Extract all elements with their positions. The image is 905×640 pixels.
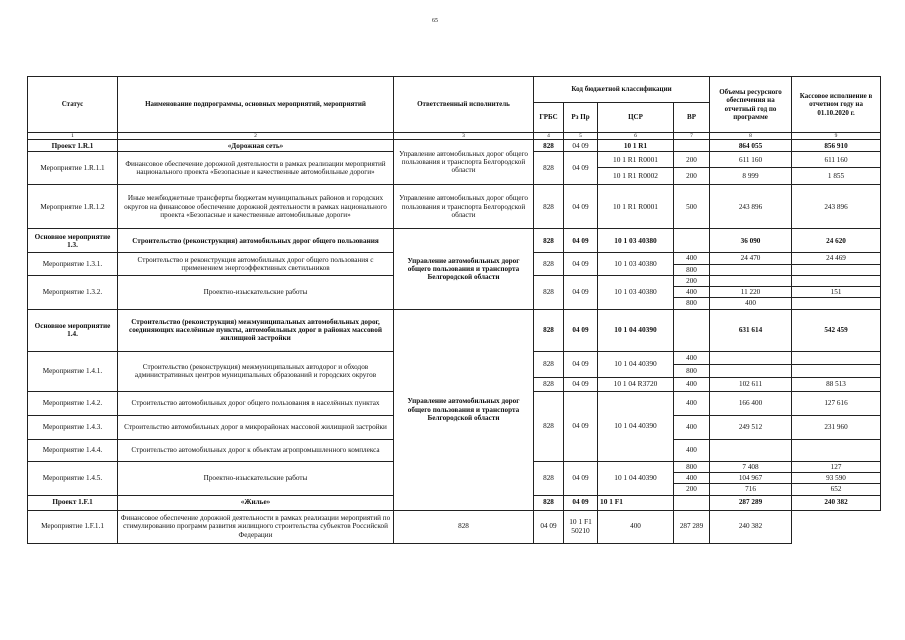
col-num: 4 — [534, 133, 564, 140]
col-num: 3 — [394, 133, 534, 140]
col-num: 2 — [118, 133, 394, 140]
row-volume — [710, 264, 792, 275]
row-csr: 10 1 03 40380 — [598, 229, 674, 253]
header-rzpr: Рз Пр — [564, 103, 598, 133]
col-num: 9 — [792, 133, 881, 140]
row-grbs: 828 — [534, 351, 564, 377]
row-cash: 240 382 — [792, 495, 881, 510]
row-volume: 631 614 — [710, 309, 792, 351]
row-vr — [674, 140, 710, 152]
row-vr: 800 — [674, 298, 710, 309]
row-cash: 24 620 — [792, 229, 881, 253]
row-vr: 500 — [674, 185, 710, 229]
page-number: 65 — [432, 18, 438, 24]
row-vr: 400 — [674, 377, 710, 391]
row-name: Проектно-изыскательские работы — [118, 275, 394, 309]
row-vr: 400 — [674, 415, 710, 439]
row-executor: Управление автомобильных дорог общего пользования и транспорта Белгородской области — [394, 185, 534, 229]
row-cash: 24 469 — [792, 253, 881, 264]
row-grbs: 828 — [534, 309, 564, 351]
col-num: 7 — [674, 133, 710, 140]
row-rzpr: 04 09 — [564, 309, 598, 351]
row-status: Мероприятие 1.F.1.1 — [28, 510, 118, 543]
row-cash — [792, 264, 881, 275]
row-rzpr: 04 09 — [564, 185, 598, 229]
row-volume: 400 — [710, 298, 792, 309]
col-num: 5 — [564, 133, 598, 140]
header-volume: Объемы ресурсного обеспечения на отчетный год по программе — [710, 77, 792, 133]
row-status: Основное мероприятие 1.4. — [28, 309, 118, 351]
budget-table — [27, 76, 881, 544]
row-vr: 400 — [674, 473, 710, 484]
row-status: Мероприятие 1.3.1. — [28, 253, 118, 276]
row-volume: 287 289 — [710, 495, 792, 510]
row-cash: 231 960 — [792, 415, 881, 439]
row-csr: 10 1 F1 50210 — [564, 510, 598, 543]
row-cash: 88 513 — [792, 377, 881, 391]
row-status: Мероприятие 1.4.2. — [28, 391, 118, 415]
header-vr: ВР — [674, 103, 710, 133]
table-row — [28, 229, 881, 253]
row-executor: Управление автомобильных дорог общего пользования и транспорта Белгородской области — [394, 140, 534, 185]
row-cash: 93 590 — [792, 473, 881, 484]
row-name: «Жилье» — [118, 495, 394, 510]
row-grbs: 828 — [534, 253, 564, 276]
row-status: Мероприятие 1.R.1.2 — [28, 185, 118, 229]
header-executor: Ответственный исполнитель — [394, 77, 534, 133]
row-rzpr: 04 09 — [564, 377, 598, 391]
row-name: Строительство автомобильных дорог общего пользования в населённых пунктах — [118, 391, 394, 415]
row-csr: 10 1 03 40380 — [598, 253, 674, 276]
header-name: Наименование подпрограммы, основных мероприятий, мероприятий — [118, 77, 394, 133]
header-csr: ЦСР — [598, 103, 674, 133]
row-rzpr: 04 09 — [564, 391, 598, 461]
row-status: Мероприятие 1.4.1. — [28, 351, 118, 391]
row-vr: 400 — [598, 510, 674, 543]
header-grbs: ГРБС — [534, 103, 564, 133]
row-cash — [792, 275, 881, 286]
col-num: 8 — [710, 133, 792, 140]
row-vr: 400 — [674, 439, 710, 461]
row-rzpr: 04 09 — [564, 495, 598, 510]
row-volume: 102 611 — [710, 377, 792, 391]
row-status: Проект 1.F.1 — [28, 495, 118, 510]
row-volume: 716 — [710, 484, 792, 495]
row-csr: 10 1 04 R3720 — [598, 377, 674, 391]
row-rzpr: 04 09 — [564, 461, 598, 495]
row-status: Мероприятие 1.R.1.1 — [28, 152, 118, 185]
row-vr: 400 — [674, 287, 710, 298]
row-grbs: 828 — [394, 510, 534, 543]
row-volume: 166 400 — [710, 391, 792, 415]
table-row — [28, 140, 881, 152]
row-volume — [710, 439, 792, 461]
row-cash — [792, 439, 881, 461]
row-rzpr: 04 09 — [564, 229, 598, 253]
row-csr: 10 1 04 40390 — [598, 309, 674, 351]
row-vr: 800 — [674, 461, 710, 472]
row-name: Строительство (реконструкция) межмуниципальных автомобильных дорог, соединяющих населённые пункты, автомобильных дорог в районах массовой жилищной застройки — [118, 309, 394, 351]
header-budget-code: Код бюджетной классификации — [534, 77, 710, 103]
row-vr: 400 — [674, 253, 710, 264]
row-rzpr: 04 09 — [564, 140, 598, 152]
row-grbs: 828 — [534, 377, 564, 391]
row-name: Строительство (реконструкция) межмуниципальных автодорог и обходов административных центров муниципальных образований и городских округов — [118, 351, 394, 391]
row-name: Строительство автомобильных дорог в микрорайонах массовой жилищной застройки — [118, 415, 394, 439]
header-status: Статус — [28, 77, 118, 133]
row-grbs: 828 — [534, 275, 564, 309]
row-csr: 10 1 04 40390 — [598, 391, 674, 461]
row-cash: 127 616 — [792, 391, 881, 415]
header-cash: Кассовое исполнение в отчетном году на 01.10.2020 г. — [792, 77, 881, 133]
row-vr: 800 — [674, 264, 710, 275]
row-cash — [792, 351, 881, 364]
row-rzpr: 04 09 — [534, 510, 564, 543]
row-cash: 652 — [792, 484, 881, 495]
row-grbs: 828 — [534, 152, 564, 185]
row-grbs: 828 — [534, 185, 564, 229]
row-status: Мероприятие 1.4.4. — [28, 439, 118, 461]
row-status: Мероприятие 1.4.5. — [28, 461, 118, 495]
row-volume: 7 408 — [710, 461, 792, 472]
row-name: «Дорожная сеть» — [118, 140, 394, 152]
row-vr: 200 — [674, 484, 710, 495]
row-name: Строительство (реконструкция) автомобильных дорог общего пользования — [118, 229, 394, 253]
row-cash: 1 855 — [792, 168, 881, 185]
row-executor: Управление автомобильных дорог общего пользования и транспорта Белгородской области — [394, 309, 534, 510]
row-name: Строительство автомобильных дорог к объектам агропромышленного комплекса — [118, 439, 394, 461]
col-num: 1 — [28, 133, 118, 140]
row-name: Проектно-изыскательские работы — [118, 461, 394, 495]
row-volume — [710, 351, 792, 364]
row-vr: 200 — [674, 152, 710, 168]
row-name: Финансовое обеспечение дорожной деятельности в рамках реализации мероприятий национального проекта «Безопасные и качественные автомобильные дороги» — [118, 152, 394, 185]
row-cash: 127 — [792, 461, 881, 472]
row-vr: 200 — [674, 275, 710, 286]
row-cash: 856 910 — [792, 140, 881, 152]
table-row — [28, 510, 881, 543]
row-vr: 800 — [674, 364, 710, 377]
row-vr — [674, 229, 710, 253]
row-rzpr: 04 09 — [564, 253, 598, 276]
table-row — [28, 185, 881, 229]
row-cash: 542 459 — [792, 309, 881, 351]
row-vr: 200 — [674, 168, 710, 185]
row-vr: 400 — [674, 351, 710, 364]
row-cash: 243 896 — [792, 185, 881, 229]
row-csr: 10 1 03 40380 — [598, 275, 674, 309]
row-volume: 104 967 — [710, 473, 792, 484]
row-volume: 611 160 — [710, 152, 792, 168]
row-volume: 287 289 — [674, 510, 710, 543]
row-csr: 10 1 R1 R0001 — [598, 152, 674, 168]
row-name: Финансовое обеспечение дорожной деятельности в рамках реализации мероприятий по стимулированию программ развития жилищного строительства субъектов Российской Федерации — [118, 510, 394, 543]
row-volume: 24 470 — [710, 253, 792, 264]
row-volume — [710, 364, 792, 377]
row-volume: 249 512 — [710, 415, 792, 439]
row-rzpr: 04 09 — [564, 152, 598, 185]
row-grbs: 828 — [534, 461, 564, 495]
row-grbs: 828 — [534, 229, 564, 253]
col-num: 6 — [598, 133, 674, 140]
row-cash: 151 — [792, 287, 881, 298]
row-vr — [674, 495, 710, 510]
row-csr: 10 1 04 40390 — [598, 461, 674, 495]
row-status: Мероприятие 1.4.3. — [28, 415, 118, 439]
table-row — [28, 309, 881, 351]
row-cash: 240 382 — [710, 510, 792, 543]
row-status: Мероприятие 1.3.2. — [28, 275, 118, 309]
row-grbs: 828 — [534, 495, 564, 510]
row-volume: 11 220 — [710, 287, 792, 298]
row-volume: 36 090 — [710, 229, 792, 253]
row-vr — [674, 309, 710, 351]
row-csr: 10 1 04 40390 — [598, 351, 674, 377]
row-csr: 10 1 R1 R0001 — [598, 185, 674, 229]
row-vr: 400 — [674, 391, 710, 415]
row-name: Иные межбюджетные трансферты бюджетам муниципальных районов и городских округов на финансовое обеспечение дорожной деятельности в рамках национального проекта «Безопасные и качественные автомобильные дороги» — [118, 185, 394, 229]
row-status: Основное мероприятие 1.3. — [28, 229, 118, 253]
row-cash — [792, 298, 881, 309]
row-status: Проект 1.R.1 — [28, 140, 118, 152]
row-executor: Управление автомобильных дорог общего пользования и транспорта Белгородской области — [394, 229, 534, 309]
row-cash — [792, 364, 881, 377]
row-volume: 8 999 — [710, 168, 792, 185]
row-rzpr: 04 09 — [564, 351, 598, 377]
row-grbs: 828 — [534, 391, 564, 461]
row-rzpr: 04 09 — [564, 275, 598, 309]
row-volume — [710, 275, 792, 286]
row-grbs: 828 — [534, 140, 564, 152]
row-cash: 611 160 — [792, 152, 881, 168]
row-csr: 10 1 R1 — [598, 140, 674, 152]
row-csr: 10 1 R1 R0002 — [598, 168, 674, 185]
row-volume: 864 055 — [710, 140, 792, 152]
row-csr: 10 1 F1 — [598, 495, 674, 510]
row-name: Строительство и реконструкция автомобильных дорог общего пользования с применением энергоэффективных светильников — [118, 253, 394, 276]
row-volume: 243 896 — [710, 185, 792, 229]
